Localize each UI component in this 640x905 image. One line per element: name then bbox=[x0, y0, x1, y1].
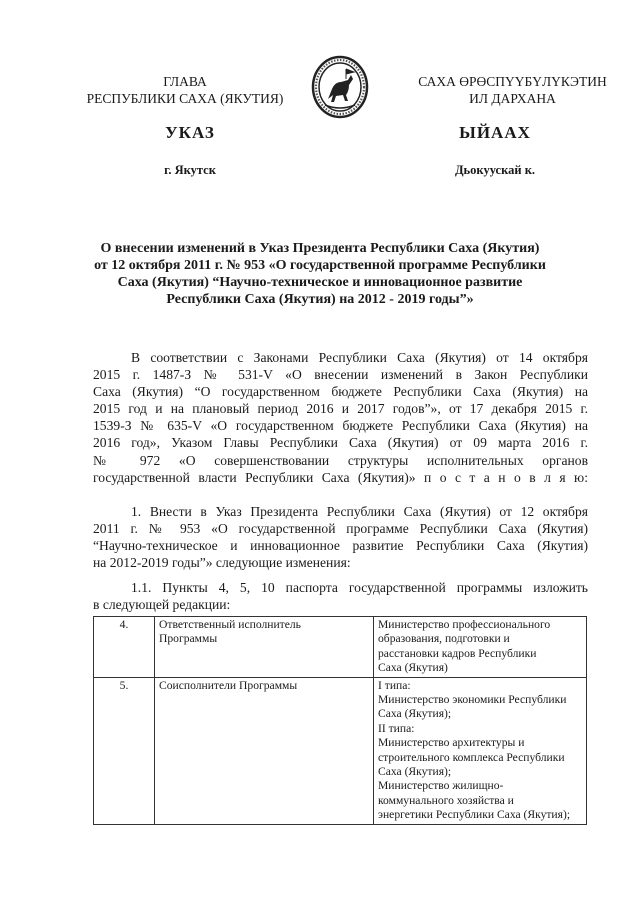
cell-line: Ответственный исполнитель bbox=[159, 618, 301, 631]
text-line: 1539-З № 635-V «О государственном бюджете Республики Саха (Якутия) на bbox=[93, 418, 588, 434]
doc-type-right: ЫЙААХ bbox=[459, 123, 531, 142]
text-line: В соответствии с Законами Республики Саха (Якутия) от 14 октября bbox=[131, 350, 588, 365]
cell-line: Соисполнители Программы bbox=[159, 678, 298, 692]
cell-line: строительного комплекса Республики bbox=[378, 750, 565, 764]
cell-line: Министерство профессионального bbox=[378, 618, 551, 631]
text-line: 2016 год», Указом Главы Республики Саха (Якутия) от 09 марта 2016 г. bbox=[93, 435, 588, 451]
row-label bbox=[155, 617, 374, 678]
text-line: государственной власти Республики Саха (Якутия)» п о с т а н о в л я ю: bbox=[93, 469, 588, 485]
issuer-right bbox=[385, 73, 640, 107]
clause-1-1-paragraph bbox=[93, 579, 588, 613]
issuer-left-line2: РЕСПУБЛИКИ САХА (ЯКУТИЯ) bbox=[86, 91, 284, 106]
text-line: № 972 «О совершенствовании структуры исполнительных органов bbox=[93, 452, 588, 468]
text-line: Саха (Якутия) “О государственном бюджете Республики Саха (Якутия) на bbox=[93, 384, 588, 400]
text-line: 2015 год и на плановый период 2016 и 2017 годов”», от 17 декабря 2015 г. bbox=[93, 401, 588, 417]
cell-line: Министерство жилищно- bbox=[378, 779, 504, 793]
issuer-right-line2: ИЛ ДАРХАНА bbox=[469, 91, 556, 106]
cell-line: энергетики Республики Саха (Якутия); bbox=[378, 808, 571, 822]
text-line: на 2012-2019 годы”» следующие изменения: bbox=[93, 555, 351, 571]
cell-line: Саха (Якутия) bbox=[378, 661, 448, 675]
row-value bbox=[374, 677, 587, 824]
city-left: г. Якутск bbox=[164, 163, 216, 177]
text-line: 1. Внести в Указ Президента Республики Саха (Якутия) от 12 октября bbox=[131, 504, 588, 519]
table-row bbox=[94, 617, 587, 678]
issuer-right-line1: САХА ӨРӨСПҮҮБҮЛҮКЭТИН bbox=[418, 74, 607, 89]
passport-table bbox=[93, 616, 587, 825]
text-line: 2011 г. № 953 «О государственной программе Республики Саха (Якутия) bbox=[93, 521, 588, 537]
cell-line: расстановки кадров Республики bbox=[378, 646, 537, 660]
clause-1-paragraph bbox=[93, 503, 588, 571]
coat-of-arms-emblem bbox=[311, 55, 369, 119]
row-value bbox=[374, 617, 587, 678]
title-line: Саха (Якутия) “Научно-техническое и инновационное развитие bbox=[117, 275, 523, 290]
row-label bbox=[155, 677, 374, 824]
cell-line: Программы bbox=[159, 632, 218, 646]
text-line: 1.1. Пункты 4, 5, 10 паспорта государственной программы изложить bbox=[131, 580, 588, 595]
text-line: “Научно-техническое и инновационное развитие Республики Саха (Якутия) bbox=[93, 538, 588, 554]
cell-line: II типа: bbox=[378, 721, 415, 735]
table-row bbox=[94, 677, 587, 824]
cell-line: коммунального хозяйства и bbox=[378, 793, 514, 807]
cell-line: I типа: bbox=[378, 678, 411, 692]
row-number: 4. bbox=[94, 617, 155, 678]
title-line: от 12 октября 2011 г. № 953 «О государственной программе Республики bbox=[94, 258, 546, 273]
row-number: 5. bbox=[94, 677, 155, 824]
issuer-left-line1: ГЛАВА bbox=[163, 74, 207, 89]
preamble-paragraph bbox=[93, 349, 588, 486]
city-right: Дьокуускай к. bbox=[454, 163, 536, 177]
decree-title bbox=[70, 240, 570, 308]
title-line: О внесении изменений в Указ Президента Республики Саха (Якутия) bbox=[100, 241, 540, 256]
cell-line: Саха (Якутия); bbox=[378, 765, 452, 779]
cell-line: Министерство экономики Республики bbox=[378, 693, 567, 707]
text-line: в следующей редакции: bbox=[93, 597, 231, 613]
title-line: Республики Саха (Якутия) на 2012 - 2019 годы”» bbox=[166, 292, 474, 307]
cell-line: Саха (Якутия); bbox=[378, 707, 452, 721]
cell-line: образования, подготовки и bbox=[378, 632, 510, 646]
doc-type-left: УКАЗ bbox=[165, 123, 215, 142]
text-line: 2015 г. 1487-З № 531-V «О внесении изменений в Закон Республики bbox=[93, 367, 588, 383]
issuer-left bbox=[75, 73, 295, 107]
cell-line: Министерство архитектуры и bbox=[378, 736, 525, 750]
